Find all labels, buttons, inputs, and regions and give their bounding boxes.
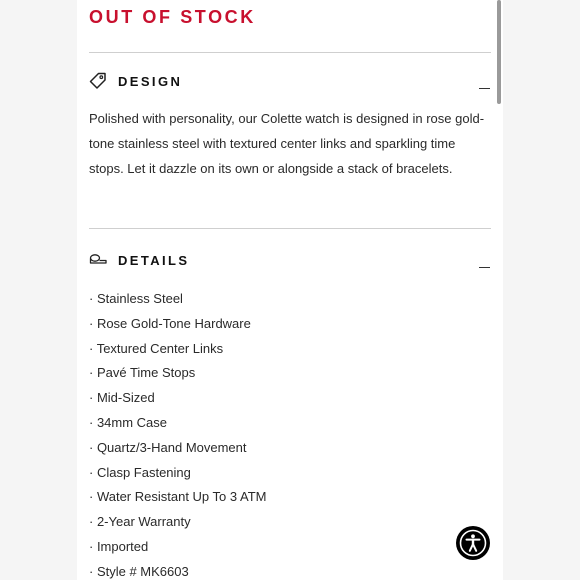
out-of-stock-label: OUT OF STOCK <box>89 7 256 27</box>
design-collapse-button[interactable] <box>479 75 491 89</box>
details-section-title: DETAILS <box>118 252 190 268</box>
details-collapse-button[interactable] <box>479 254 491 268</box>
list-item: · 2-Year Warranty <box>89 514 191 530</box>
list-item: · Style # MK6603 <box>89 563 189 579</box>
list-item: · Stainless Steel <box>89 291 183 306</box>
tag-icon <box>89 72 107 90</box>
left-margin <box>0 0 77 580</box>
list-item: · Imported <box>89 538 149 554</box>
accessibility-button[interactable] <box>456 526 490 560</box>
list-item: · Rose Gold-Tone Hardware <box>89 315 251 331</box>
scrollbar[interactable] <box>497 0 501 104</box>
minus-icon <box>479 88 490 90</box>
minus-icon <box>479 267 490 269</box>
list-item: · Textured Center Links <box>89 340 224 356</box>
design-section-header[interactable] <box>89 69 491 93</box>
watch-icon <box>89 251 107 269</box>
design-description: Polished with personality, our Colette watch is designed in rose gold-tone stainless steel with textured center links and sparkling time stops. Let it dazzle on its own or alongside a stack of bracelets. <box>89 111 485 176</box>
list-item: · Quartz/3-Hand Movement <box>89 439 247 455</box>
list-item: · 34mm Case <box>89 414 168 430</box>
accessibility-icon <box>458 528 488 558</box>
list-item: · Water Resistant Up To 3 ATM <box>89 489 267 505</box>
divider <box>89 228 491 229</box>
details-list <box>89 287 266 585</box>
design-section-title: DESIGN <box>118 73 183 89</box>
list-item: · Mid-Sized <box>89 390 155 406</box>
details-section-header[interactable] <box>89 248 491 272</box>
right-margin <box>503 0 580 580</box>
list-item: · Clasp Fastening <box>89 464 191 480</box>
divider <box>89 52 491 53</box>
list-item: · Pavé Time Stops <box>89 365 196 381</box>
